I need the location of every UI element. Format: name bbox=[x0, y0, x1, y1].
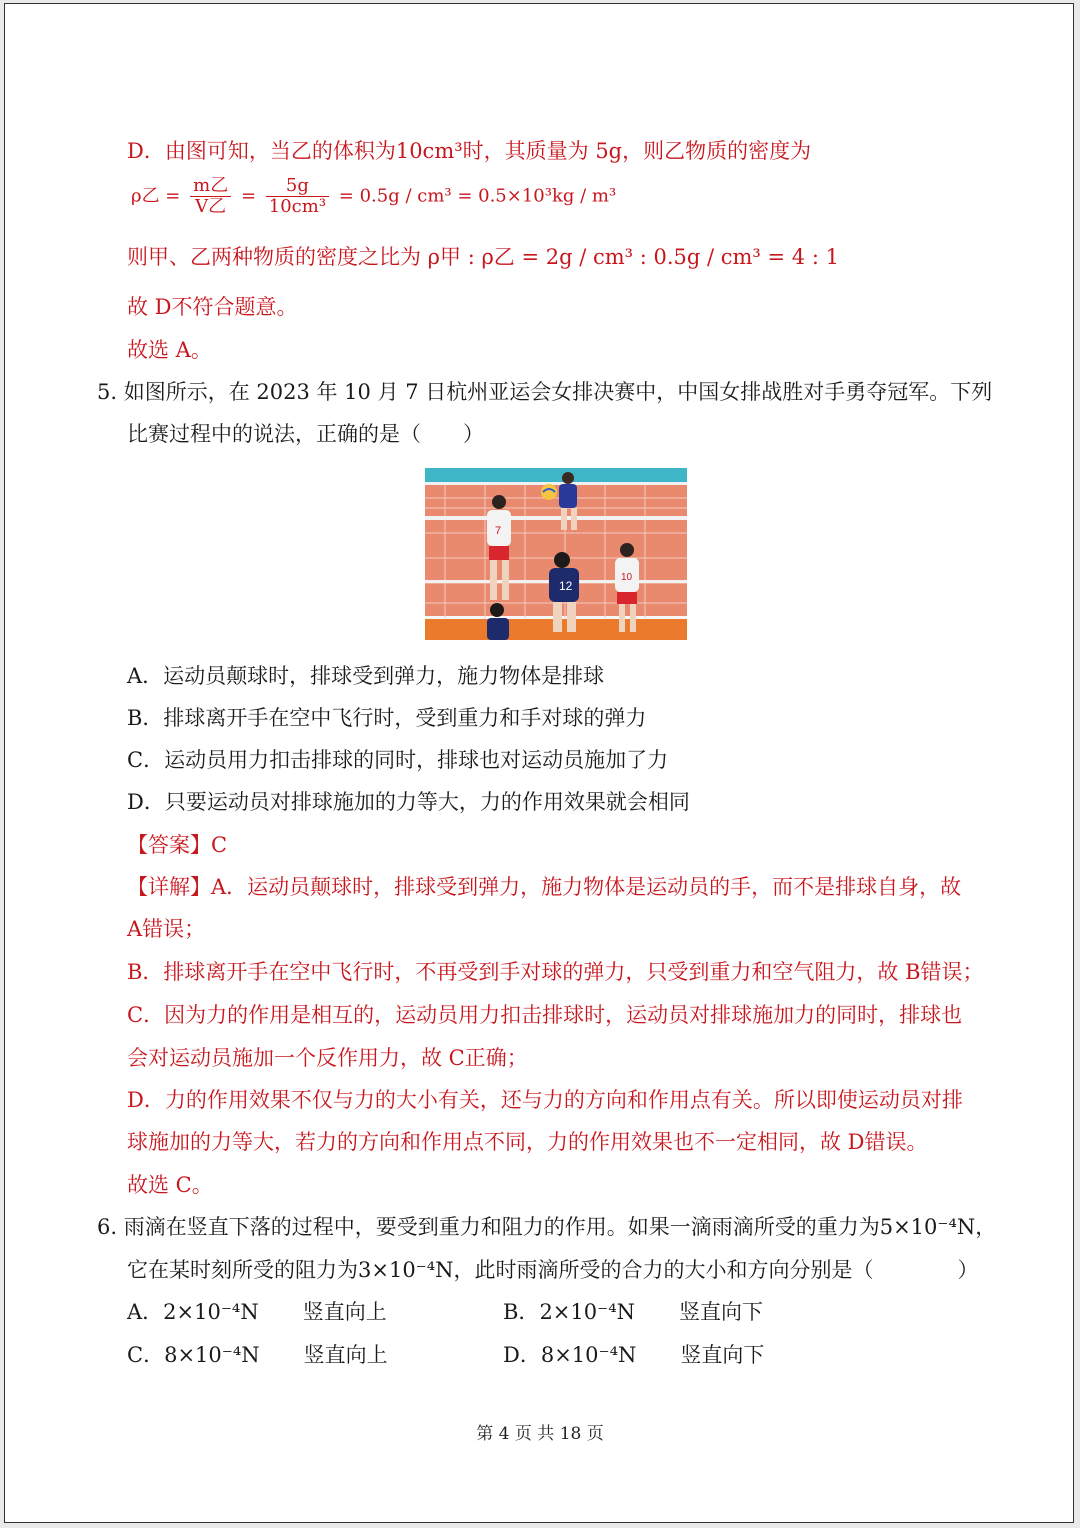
solution-d-line: D．由图可知，当乙的体积为10cm³时，其质量为 5g，则乙物质的密度为 bbox=[127, 139, 812, 163]
option-direction: 竖直向上 bbox=[303, 1343, 388, 1367]
fraction-m-over-v bbox=[190, 176, 231, 217]
option-direction: 竖直向上 bbox=[302, 1300, 387, 1324]
option-direction: 竖直向下 bbox=[680, 1343, 765, 1367]
q5-explain-line: B．排球离开手在空中飞行时，不再受到手对球的弹力，只受到重力和空气阻力，故 B错误； bbox=[127, 960, 984, 984]
q6-stem-line1: 6. 雨滴在竖直下落的过程中，要受到重力和阻力的作用。如果一滴雨滴所受的重力为5×10⁻⁴N， bbox=[97, 1215, 997, 1239]
option-label: A． bbox=[127, 1300, 164, 1324]
q5-stem-line2: 比赛过程中的说法，正确的是（ ） bbox=[127, 422, 484, 446]
q6-option-b bbox=[503, 1297, 763, 1327]
jersey-number: 10 bbox=[621, 572, 633, 583]
jersey-number: 7 bbox=[495, 525, 502, 537]
conclusion-d: 故 D不符合题意。 bbox=[127, 295, 298, 319]
option-value: 2×10⁻⁴N bbox=[163, 1300, 259, 1324]
option-value: 8×10⁻⁴N bbox=[540, 1343, 637, 1367]
fraction-denominator: V乙 bbox=[195, 196, 227, 217]
formula-equals: = bbox=[240, 185, 257, 207]
option-value: 8×10⁻⁴N bbox=[164, 1343, 260, 1367]
q5-explain-line: 会对运动员施加一个反作用力，故 C正确； bbox=[127, 1046, 528, 1070]
fraction-values bbox=[266, 176, 329, 217]
q6-option-d bbox=[503, 1340, 764, 1370]
q6-option-c bbox=[127, 1340, 388, 1370]
q5-explain-line: D．力的作用效果不仅与力的大小有关，还与力的方向和作用点有关。所以即使运动员对排 bbox=[127, 1088, 963, 1112]
option-label: D． bbox=[503, 1343, 541, 1367]
option-label: C． bbox=[127, 1343, 165, 1367]
q6-stem-line2: 它在某时刻所受的阻力为3×10⁻⁴N，此时雨滴所受的合力的大小和方向分别是（ ） bbox=[127, 1258, 979, 1282]
q5-explain-line: 【详解】A．运动员颠球时，排球受到弹力，施力物体是运动员的手，而不是排球自身，故 bbox=[127, 875, 962, 899]
q5-option-d: D．只要运动员对排球施加的力等大，力的作用效果就会相同 bbox=[127, 790, 690, 814]
choose-answer: 故选 A。 bbox=[127, 338, 212, 362]
density-formula bbox=[131, 176, 616, 217]
q5-explain-line: A错误； bbox=[127, 917, 206, 941]
q5-choose: 故选 C。 bbox=[127, 1173, 213, 1197]
option-label: B． bbox=[503, 1300, 540, 1324]
option-direction: 竖直向下 bbox=[679, 1300, 763, 1324]
document-page bbox=[4, 3, 1074, 1523]
page-footer: 第 4 页 共 18 页 bbox=[476, 1424, 604, 1444]
q5-option-b: B．排球离开手在空中飞行时，受到重力和手对球的弹力 bbox=[127, 706, 647, 730]
fraction-numerator: 5g bbox=[266, 176, 329, 197]
q6-option-a bbox=[127, 1297, 387, 1327]
volleyball-illustration bbox=[425, 468, 687, 640]
jersey-number: 12 bbox=[559, 579, 573, 593]
fraction-numerator: m乙 bbox=[190, 176, 231, 197]
fraction-denominator: 10cm³ bbox=[268, 196, 327, 217]
q5-option-a: A．运动员颠球时，排球受到弹力，施力物体是排球 bbox=[127, 664, 605, 688]
q5-option-c: C．运动员用力扣击排球的同时，排球也对运动员施加了力 bbox=[127, 748, 669, 772]
q5-stem-line1: 5. 如图所示，在 2023 年 10 月 7 日杭州亚运会女排决赛中，中国女排战胜对手勇夺冠军。下列 bbox=[97, 380, 993, 404]
volleyball-photo bbox=[425, 468, 687, 640]
q5-answer: 【答案】C bbox=[127, 833, 228, 857]
q5-explain-line: C．因为力的作用是相互的，运动员用力扣击排球时，运动员对排球施加力的同时，排球也 bbox=[127, 1003, 963, 1027]
formula-result: = 0.5g / cm³ = 0.5×10³kg / m³ bbox=[338, 185, 617, 207]
q5-explain-line: 球施加的力等大，若力的方向和作用点不同，力的作用效果也不一定相同，故 D错误。 bbox=[127, 1130, 928, 1154]
option-value: 2×10⁻⁴N bbox=[539, 1300, 635, 1324]
formula-lhs: ρ乙 = bbox=[131, 185, 181, 207]
density-ratio-line: 则甲、乙两种物质的密度之比为 ρ甲 : ρ乙 = 2g / cm³ : 0.5g / cm³ = 4 : 1 bbox=[127, 245, 839, 269]
